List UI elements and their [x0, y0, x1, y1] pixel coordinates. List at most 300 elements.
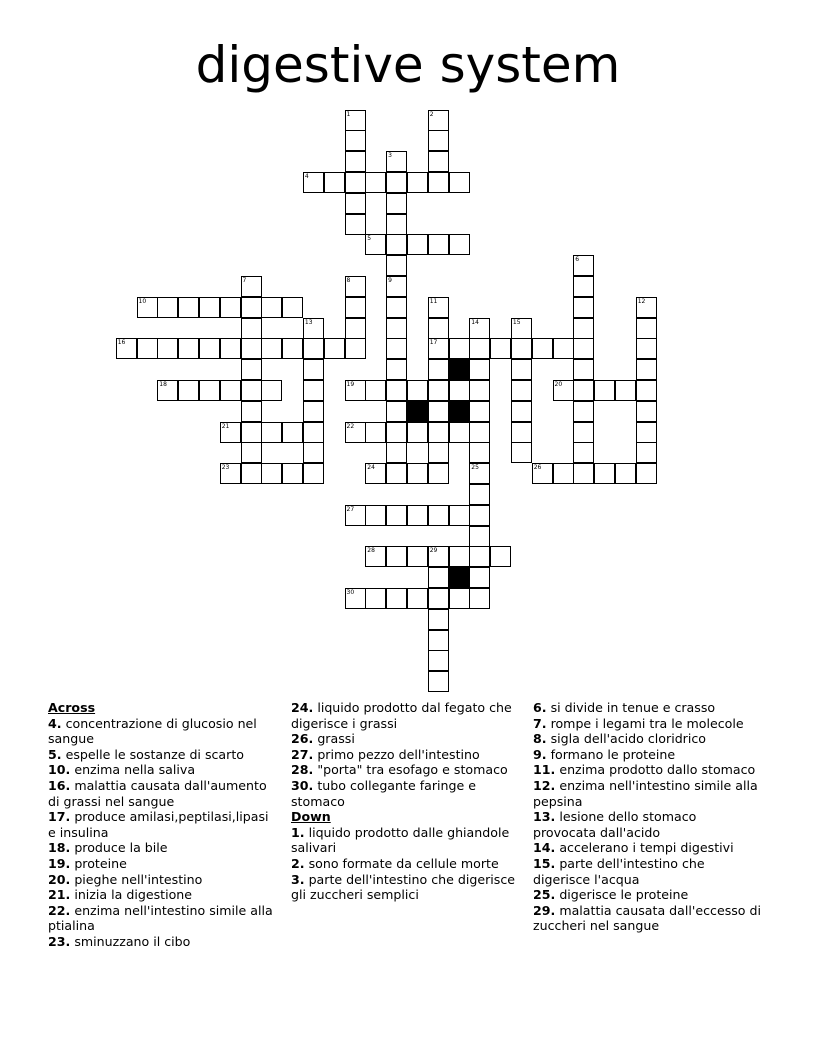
clue: [291, 700, 521, 731]
grid-cell[interactable]: [345, 130, 366, 151]
grid-cell[interactable]: [386, 505, 407, 526]
grid-cell[interactable]: [553, 380, 574, 401]
grid-cell[interactable]: [636, 442, 657, 463]
clue: [291, 825, 521, 856]
clue-number: 29: [429, 547, 438, 555]
grid-cell[interactable]: [345, 151, 366, 172]
grid-cell[interactable]: [407, 463, 428, 484]
grid-cell[interactable]: [636, 380, 657, 401]
grid-cell[interactable]: [636, 318, 657, 339]
grid-cell[interactable]: [469, 526, 490, 547]
clue-text: espelle le sostanze di scarto: [61, 746, 244, 762]
grid-cell[interactable]: [345, 422, 366, 443]
clue-text: enzima nella saliva: [70, 762, 196, 778]
grid-cell[interactable]: [553, 338, 574, 359]
grid-cell[interactable]: [365, 546, 386, 567]
clue-number-label: 30.: [291, 777, 314, 793]
grid-cell[interactable]: [345, 588, 366, 609]
clue-text: proteine: [70, 855, 127, 871]
clue: [291, 747, 521, 763]
grid-cell[interactable]: [220, 463, 241, 484]
grid-cell[interactable]: [386, 546, 407, 567]
clue-text: produce amilasi,peptilasi,lipasi e insulina: [48, 809, 269, 840]
grid-cell[interactable]: [428, 463, 449, 484]
grid-cell[interactable]: [428, 110, 449, 131]
grid-cell[interactable]: [303, 380, 324, 401]
clue: [291, 762, 521, 778]
clue: [533, 840, 763, 856]
clue-number-label: 10.: [48, 762, 71, 778]
grid-cell[interactable]: [511, 401, 532, 422]
clue: [533, 903, 763, 934]
clue-number-label: 18.: [48, 840, 71, 856]
grid-cell[interactable]: [365, 463, 386, 484]
clue-text: sminuzzano il cibo: [70, 933, 191, 949]
grid-cell[interactable]: [303, 338, 324, 359]
grid-cell[interactable]: [636, 338, 657, 359]
clue-number: 12: [637, 297, 646, 305]
grid-cell[interactable]: [469, 505, 490, 526]
grid-cell[interactable]: [137, 338, 158, 359]
grid-cell[interactable]: [261, 422, 282, 443]
grid-cell[interactable]: [386, 401, 407, 422]
grid-cell[interactable]: [511, 318, 532, 339]
clue-number: 24: [367, 464, 375, 472]
grid-cell[interactable]: [345, 338, 366, 359]
grid-cell[interactable]: [345, 193, 366, 214]
clue: [48, 856, 278, 872]
grid-cell[interactable]: [469, 442, 490, 463]
clue: [48, 762, 278, 778]
clue-number-label: 20.: [48, 871, 71, 887]
grid-cell[interactable]: [386, 193, 407, 214]
grid-cell[interactable]: [511, 338, 532, 359]
grid-cell[interactable]: [241, 422, 262, 443]
grid-cell[interactable]: [407, 505, 428, 526]
grid-cell[interactable]: [511, 380, 532, 401]
clue-text: parte dell'intestino che digerisce l'acqua: [533, 855, 705, 887]
clue-number-label: 8.: [533, 731, 547, 747]
grid-cell[interactable]: [449, 234, 470, 255]
grid-cell[interactable]: [428, 630, 449, 651]
grid-cell[interactable]: [157, 380, 178, 401]
clue-number: 1: [346, 110, 351, 118]
clue-number: 21: [221, 422, 230, 430]
clue: [533, 731, 763, 747]
clue-number: 5: [367, 235, 372, 243]
clue-number-label: 29.: [533, 902, 556, 918]
clue-section-header: Across: [48, 700, 96, 715]
grid-cell[interactable]: [303, 359, 324, 380]
clue: [48, 872, 278, 888]
clue-number: 16: [117, 339, 126, 347]
grid-cell[interactable]: [449, 380, 470, 401]
clue-number-label: 11.: [533, 762, 556, 778]
grid-block: [449, 567, 470, 588]
grid-cell[interactable]: [469, 484, 490, 505]
clue-number: 10: [138, 297, 147, 305]
grid-cell[interactable]: [573, 276, 594, 297]
grid-cell[interactable]: [469, 338, 490, 359]
grid-cell[interactable]: [428, 359, 449, 380]
clue-number: 7: [242, 276, 247, 284]
grid-cell[interactable]: [428, 650, 449, 671]
clue-number: 18: [159, 380, 167, 388]
grid-cell[interactable]: [303, 401, 324, 422]
grid-cell[interactable]: [449, 172, 470, 193]
clue-number: 4: [304, 172, 309, 180]
clue-number: 25: [471, 464, 479, 472]
clue: [48, 809, 278, 840]
clue-number-label: 25.: [533, 887, 556, 903]
grid-cell[interactable]: [449, 422, 470, 443]
clue-text: rompe i legami tra le molecole: [546, 715, 744, 731]
puzzle-title: digestive system: [195, 36, 621, 94]
clue-text: produce la bile: [70, 840, 168, 856]
grid-cell[interactable]: [261, 380, 282, 401]
grid-cell[interactable]: [511, 359, 532, 380]
clue: [291, 872, 521, 903]
grid-cell[interactable]: [428, 671, 449, 692]
grid-cell[interactable]: [428, 234, 449, 255]
grid-block: [407, 401, 428, 422]
grid-cell[interactable]: [469, 546, 490, 567]
grid-cell[interactable]: [241, 318, 262, 339]
grid-cell[interactable]: [428, 567, 449, 588]
grid-cell[interactable]: [345, 276, 366, 297]
grid-cell[interactable]: [615, 380, 636, 401]
clue-number: 14: [471, 318, 479, 326]
grid-cell[interactable]: [241, 359, 262, 380]
clue-number: 17: [429, 339, 438, 347]
clue: [291, 731, 521, 747]
grid-cell[interactable]: [511, 442, 532, 463]
grid-cell[interactable]: [386, 442, 407, 463]
clue-number-label: 26.: [291, 731, 314, 747]
grid-cell[interactable]: [303, 463, 324, 484]
clue-text: grassi: [313, 731, 355, 747]
grid-cell[interactable]: [241, 442, 262, 463]
grid-cell[interactable]: [428, 609, 449, 630]
grid-cell[interactable]: [469, 463, 490, 484]
grid-cell[interactable]: [365, 588, 386, 609]
grid-cell[interactable]: [573, 442, 594, 463]
clue-number-label: 5.: [48, 746, 62, 762]
grid-cell[interactable]: [428, 338, 449, 359]
grid-cell[interactable]: [303, 172, 324, 193]
clue-text: sono formate da cellule morte: [304, 855, 499, 871]
grid-cell[interactable]: [386, 463, 407, 484]
grid-cell[interactable]: [178, 380, 199, 401]
grid-cell[interactable]: [365, 172, 386, 193]
clue-number: 22: [346, 422, 355, 430]
grid-cell[interactable]: [553, 463, 574, 484]
grid-cell[interactable]: [220, 338, 241, 359]
clue-number: 3: [388, 152, 392, 160]
grid-cell[interactable]: [490, 338, 511, 359]
grid-cell[interactable]: [469, 380, 490, 401]
grid-cell[interactable]: [469, 318, 490, 339]
grid-cell[interactable]: [178, 297, 199, 318]
grid-cell[interactable]: [365, 380, 386, 401]
grid-cell[interactable]: [386, 234, 407, 255]
grid-cell[interactable]: [469, 359, 490, 380]
grid-cell[interactable]: [573, 318, 594, 339]
grid-cell[interactable]: [386, 359, 407, 380]
clue-text: lesione dello stomaco provocata dall'acido: [533, 809, 697, 840]
grid-cell[interactable]: [324, 172, 345, 193]
grid-cell[interactable]: [469, 422, 490, 443]
grid-cell[interactable]: [469, 588, 490, 609]
clue-text: liquido prodotto dal fegato che digerisce i grassi: [291, 700, 512, 731]
clues-column-2: [291, 700, 521, 903]
clue-number: 8: [346, 276, 351, 284]
grid-cell[interactable]: [282, 422, 303, 443]
grid-cell[interactable]: [386, 172, 407, 193]
grid-cell[interactable]: [428, 151, 449, 172]
clue-number-label: 9.: [533, 746, 547, 762]
grid-cell[interactable]: [282, 338, 303, 359]
clue-number: 9: [388, 276, 392, 284]
grid-cell[interactable]: [345, 505, 366, 526]
clue-text: parte dell'intestino che digerisce gli zuccheri semplici: [291, 871, 516, 903]
grid-cell[interactable]: [449, 505, 470, 526]
grid-cell[interactable]: [428, 130, 449, 151]
grid-cell[interactable]: [365, 505, 386, 526]
clue-number-label: 7.: [533, 715, 547, 731]
grid-cell[interactable]: [407, 422, 428, 443]
clue-text: "porta" tra esofago e stomaco: [313, 762, 508, 778]
clue-number-label: 27.: [291, 746, 314, 762]
grid-cell[interactable]: [407, 588, 428, 609]
grid-cell[interactable]: [261, 338, 282, 359]
grid-cell[interactable]: [490, 546, 511, 567]
clue-number-label: 13.: [533, 809, 556, 825]
clue: [48, 887, 278, 903]
clue-number: 13: [304, 318, 313, 326]
clue-text: enzima nell'intestino simile alla ptialina: [48, 902, 273, 934]
clue: [533, 778, 763, 809]
grid-cell[interactable]: [428, 546, 449, 567]
grid-cell[interactable]: [261, 297, 282, 318]
grid-cell[interactable]: [241, 463, 262, 484]
grid-cell[interactable]: [365, 422, 386, 443]
grid-cell[interactable]: [345, 110, 366, 131]
grid-cell[interactable]: [594, 463, 615, 484]
grid-cell[interactable]: [573, 380, 594, 401]
clue-text: pieghe nell'intestino: [70, 871, 203, 887]
clue-text: accelerano i tempi digestivi: [555, 840, 734, 856]
grid-cell[interactable]: [449, 338, 470, 359]
grid-cell[interactable]: [469, 567, 490, 588]
grid-cell[interactable]: [428, 380, 449, 401]
grid-cell[interactable]: [386, 338, 407, 359]
clue-number-label: 6.: [533, 700, 547, 715]
grid-cell[interactable]: [428, 297, 449, 318]
clue-text: tubo collegante faringe e stomaco: [291, 777, 476, 809]
clue: [48, 903, 278, 934]
grid-cell[interactable]: [178, 338, 199, 359]
grid-cell[interactable]: [469, 401, 490, 422]
grid-cell[interactable]: [428, 318, 449, 339]
grid-cell[interactable]: [636, 297, 657, 318]
grid-block: [449, 401, 470, 422]
grid-cell[interactable]: [407, 546, 428, 567]
grid-cell[interactable]: [428, 505, 449, 526]
grid-cell[interactable]: [303, 318, 324, 339]
grid-cell[interactable]: [636, 422, 657, 443]
grid-cell[interactable]: [615, 463, 636, 484]
clue-number: 28: [367, 547, 375, 555]
clue-text: malattia causata dall'eccesso di zuccheri nel sangue: [533, 902, 762, 934]
grid-cell[interactable]: [220, 297, 241, 318]
grid-cell[interactable]: [365, 234, 386, 255]
grid-cell[interactable]: [573, 401, 594, 422]
clue: [533, 716, 763, 732]
grid-cell[interactable]: [137, 297, 158, 318]
clue-text: inizia la digestione: [70, 887, 193, 903]
clue-text: malattia causata dall'aumento di grassi nel sangue: [48, 777, 267, 809]
grid-block: [449, 359, 470, 380]
clue: [533, 809, 763, 840]
clue-number-label: 17.: [48, 809, 71, 825]
grid-cell[interactable]: [594, 380, 615, 401]
grid-cell[interactable]: [532, 338, 553, 359]
clue: [48, 747, 278, 763]
clue-number: 27: [346, 505, 355, 513]
grid-cell[interactable]: [386, 151, 407, 172]
grid-cell[interactable]: [573, 359, 594, 380]
grid-cell[interactable]: [449, 588, 470, 609]
grid-cell[interactable]: [428, 588, 449, 609]
clue-number: 20: [554, 380, 563, 388]
clue-text: formano le proteine: [546, 746, 676, 762]
grid-cell[interactable]: [345, 380, 366, 401]
grid-cell[interactable]: [573, 463, 594, 484]
grid-cell[interactable]: [386, 276, 407, 297]
clue-number-label: 14.: [533, 840, 556, 856]
clue: [291, 856, 521, 872]
grid-cell[interactable]: [636, 401, 657, 422]
grid-cell[interactable]: [407, 380, 428, 401]
clue-number-label: 2.: [291, 855, 305, 871]
clue-number: 30: [346, 588, 355, 596]
clue-number-label: 28.: [291, 762, 314, 778]
grid-cell[interactable]: [386, 588, 407, 609]
clue-number: 23: [221, 464, 230, 472]
grid-cell[interactable]: [407, 172, 428, 193]
clue-number-label: 23.: [48, 933, 71, 949]
clue-number-label: 19.: [48, 855, 71, 871]
grid-cell[interactable]: [345, 297, 366, 318]
clue-text: primo pezzo dell'intestino: [313, 746, 480, 762]
grid-cell[interactable]: [511, 422, 532, 443]
grid-cell[interactable]: [386, 297, 407, 318]
grid-cell[interactable]: [345, 214, 366, 235]
grid-cell[interactable]: [386, 318, 407, 339]
grid-cell[interactable]: [636, 359, 657, 380]
grid-cell[interactable]: [199, 380, 220, 401]
grid-cell[interactable]: [532, 463, 553, 484]
clue-number: 19: [346, 380, 355, 388]
clues-column-3: [533, 700, 763, 934]
clue-number-label: 4.: [48, 715, 62, 731]
clue-text: digerisce le proteine: [555, 887, 689, 903]
grid-cell[interactable]: [428, 401, 449, 422]
grid-cell[interactable]: [345, 172, 366, 193]
clue-number: 26: [533, 464, 542, 472]
clue-text: sigla dell'acido cloridrico: [546, 731, 706, 747]
grid-cell[interactable]: [573, 338, 594, 359]
clue: [48, 716, 278, 747]
grid-cell[interactable]: [345, 318, 366, 339]
grid-cell[interactable]: [303, 442, 324, 463]
clue: [533, 856, 763, 887]
grid-cell[interactable]: [386, 380, 407, 401]
clue: [533, 700, 763, 716]
clue-text: concentrazione di glucosio nel sangue: [48, 715, 257, 747]
grid-cell[interactable]: [386, 255, 407, 276]
grid-cell[interactable]: [116, 338, 137, 359]
grid-cell[interactable]: [157, 297, 178, 318]
grid-cell[interactable]: [324, 338, 345, 359]
clue-number-label: 12.: [533, 777, 556, 793]
grid-cell[interactable]: [449, 546, 470, 567]
grid-cell[interactable]: [407, 234, 428, 255]
grid-cell[interactable]: [241, 276, 262, 297]
grid-cell[interactable]: [573, 297, 594, 318]
clue-section-header: Down: [291, 809, 331, 825]
grid-cell[interactable]: [241, 401, 262, 422]
clue-number-label: 3.: [291, 871, 305, 887]
grid-cell[interactable]: [241, 297, 262, 318]
grid-cell[interactable]: [199, 338, 220, 359]
grid-cell[interactable]: [386, 214, 407, 235]
grid-cell[interactable]: [261, 463, 282, 484]
grid-cell[interactable]: [428, 442, 449, 463]
clue-number-label: 22.: [48, 902, 71, 918]
clue-number: 11: [429, 297, 438, 305]
grid-cell[interactable]: [573, 255, 594, 276]
clue-text: si divide in tenue e crasso: [546, 700, 716, 715]
grid-cell[interactable]: [573, 422, 594, 443]
grid-cell[interactable]: [303, 422, 324, 443]
clue-number-label: 21.: [48, 887, 71, 903]
clue-number-label: 1.: [291, 824, 305, 840]
grid-cell[interactable]: [386, 422, 407, 443]
grid-cell[interactable]: [636, 463, 657, 484]
clue-number: 2: [429, 110, 434, 118]
clue: [533, 887, 763, 903]
grid-cell[interactable]: [428, 422, 449, 443]
grid-cell[interactable]: [282, 463, 303, 484]
grid-cell[interactable]: [199, 297, 220, 318]
grid-cell[interactable]: [428, 172, 449, 193]
clue-text: enzima nell'intestino simile alla pepsina: [533, 777, 758, 809]
grid-cell[interactable]: [282, 297, 303, 318]
clue-number-label: 15.: [533, 855, 556, 871]
grid-cell[interactable]: [241, 338, 262, 359]
grid-cell[interactable]: [220, 422, 241, 443]
clue-number: 15: [512, 318, 521, 326]
grid-cell[interactable]: [220, 380, 241, 401]
clue: [48, 840, 278, 856]
clue-number-label: 16.: [48, 777, 71, 793]
grid-cell[interactable]: [241, 380, 262, 401]
clue-number-label: 24.: [291, 700, 314, 715]
grid-cell[interactable]: [157, 338, 178, 359]
clue-number: 6: [575, 256, 580, 264]
